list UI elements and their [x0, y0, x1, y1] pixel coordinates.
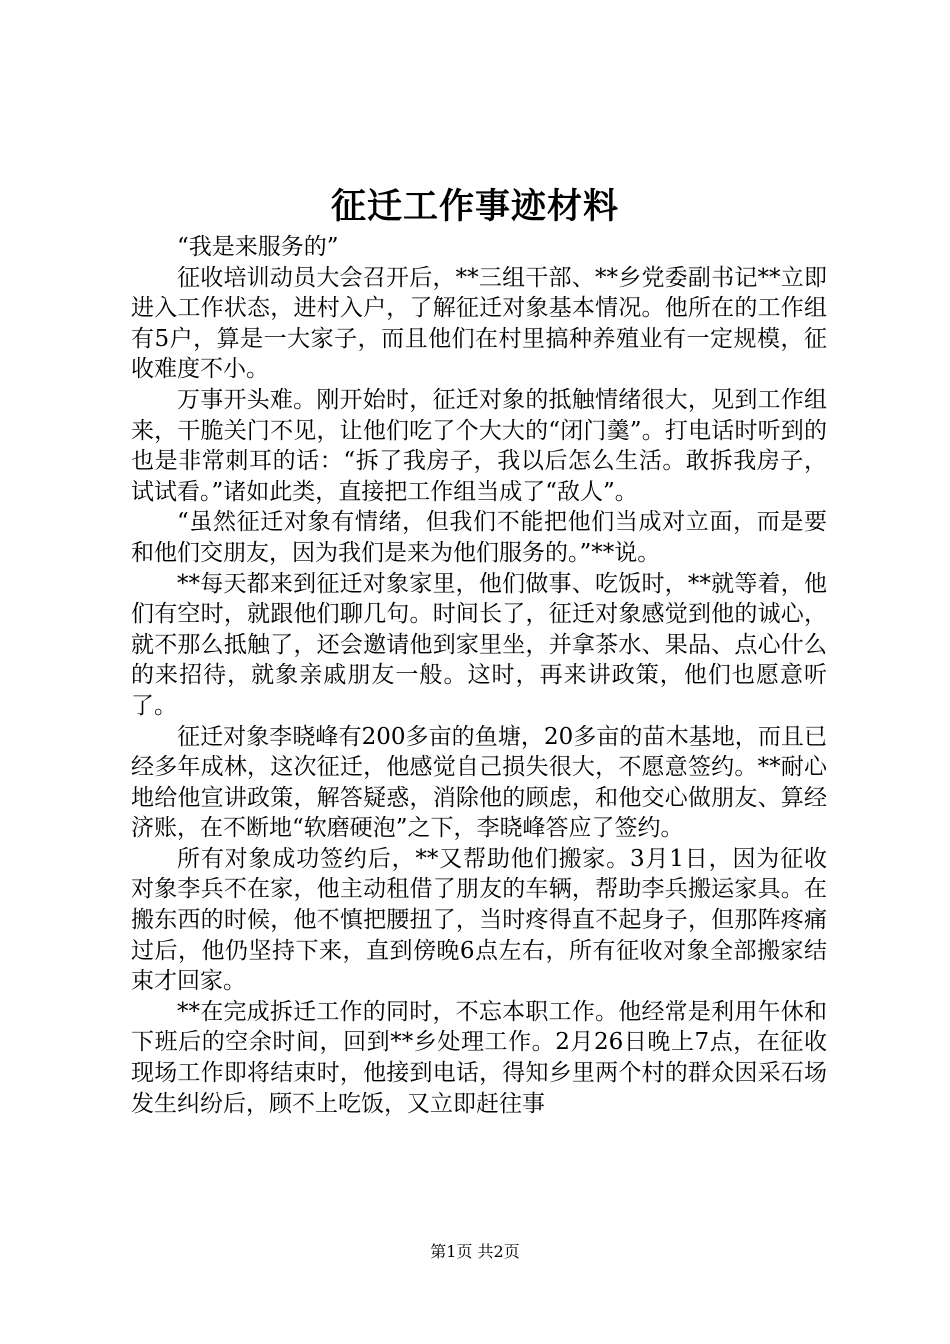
- page-footer: 第1页 共2页: [430, 1242, 520, 1261]
- paragraph: “我是来服务的”: [177, 234, 339, 260]
- paragraph: **每天都来到征迁对象家里，他们做事、吃饭时，**就等着，他们有空时，就跟他们聊几句。时间长了，征迁对象感觉到他的诚心，就不那么抵触了，还会邀请他到家里坐，并拿茶水、果品、点心什么的来招待，就象亲戚朋友一般。这时，再来讲政策，他们也愿意听了。: [131, 570, 827, 719]
- paragraph: 所有对象成功签约后，**又帮助他们搬家。3月1日，因为征收对象李兵不在家，他主动租借了朋友的车辆，帮助李兵搬运家具。在搬东西的时候，他不慎把腰扭了，当时疼得直不起身子，但那阵疼痛过后，他仍坚持下来，直到傍晚6点左右，所有征收对象全部搬家结束才回家。: [131, 845, 827, 995]
- paragraph: “虽然征迁对象有情绪，但我们不能把他们当成对立面，而是要和他们交朋友，因为我们是来为他们服务的。”**说。: [131, 509, 827, 566]
- paragraph: **在完成拆迁工作的同时，不忘本职工作。他经常是利用午休和下班后的空余时间，回到**乡处理工作。2月26日晚上7点，在征收现场工作即将结束时，他接到电话，得知乡里两个村的群众因采石场发生纠纷后，顾不上吃饭，又立即赶往事: [131, 998, 827, 1117]
- paragraph: 万事开头难。刚开始时，征迁对象的抵触情绪很大，见到工作组来，干脆关门不见，让他们吃了个大大的“闭门羹”。打电话时听到的也是非常刺耳的话：“拆了我房子，我以后怎么生活。敢拆我房子，试试看。”诸如此类，直接把工作组当成了“敌人”。: [131, 386, 827, 505]
- document-body: [131, 232, 827, 1119]
- document-title: 征迁工作事迹材料: [330, 186, 619, 227]
- paragraph: 征收培训动员大会召开后，**三组干部、**乡党委副书记**立即进入工作状态，进村入户，了解征迁对象基本情况。他所在的工作组有5户，算是一大家子，而且他们在村里搞种养殖业有一定规模，征收难度不小。: [131, 264, 827, 383]
- paragraph: 征迁对象李晓峰有200多亩的鱼塘，20多亩的苗木基地，而且已经多年成林，这次征迁，他感觉自己损失很大，不愿意签约。**耐心地给他宣讲政策，解答疑惑，消除他的顾虑，和他交心做朋友、算经济账，在不断地“软磨硬泡”之下，李晓峰答应了签约。: [131, 723, 827, 842]
